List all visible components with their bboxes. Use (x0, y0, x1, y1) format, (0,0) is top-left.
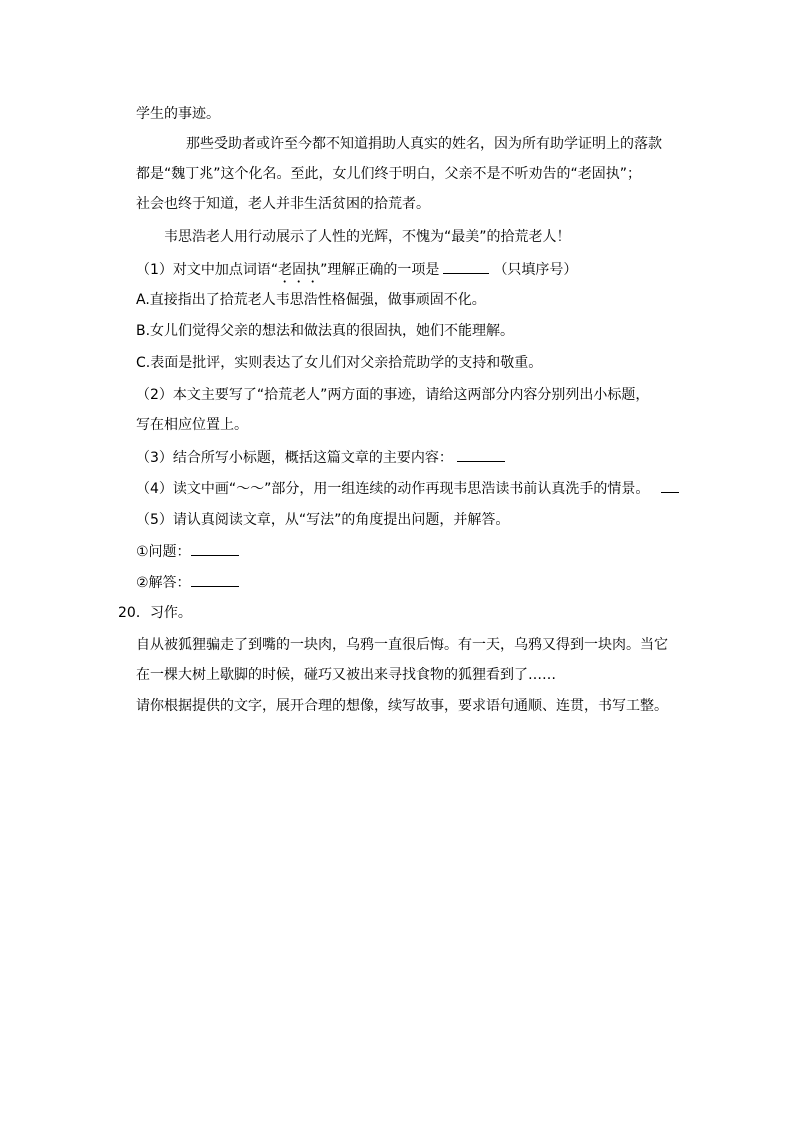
question-4 (136, 478, 683, 498)
answer-blank[interactable] (191, 572, 239, 587)
question-5-question (136, 541, 243, 561)
option-a: A.直接指出了拾荒老人韦思浩性格倔强，做事顽固不化。 (136, 292, 486, 308)
option-c: C.表面是批评，实则表达了女儿们对父亲拾荒助学的支持和敬重。 (136, 355, 543, 371)
question-3-text: （3）结合所写小标题，概括这篇文章的主要内容： (136, 450, 453, 466)
question-1 (136, 259, 577, 279)
question-4-suffix: ”部分，用一组连续的动作再现韦思浩读书前认真洗手的情景。 (264, 481, 650, 497)
question-20-line: 请你根据提供的文字，展开合理的想像，续写故事，要求语句通顺、连贯，书写工整。 (136, 698, 668, 714)
dotted-term: 老固执 (278, 262, 321, 278)
question-20-line: 自从被狐狸骗走了到嘴的一块肉，乌鸦一直很后悔。有一天，乌鸦又得到一块肉。当它 (136, 637, 668, 653)
question-2-line: （2）本文主要写了“拾荒老人”两方面的事迹，请给这两部分内容分别列出小标题， (136, 387, 650, 403)
question-1-suffix: ”理解正确的一项是 (320, 262, 440, 278)
question-20-title: 20．习作。 (118, 605, 192, 621)
passage-line: 都是“魏丁兆”这个化名。至此，女儿们终于明白，父亲不是不听劝告的“老固执”； (136, 166, 642, 182)
answer-blank[interactable] (191, 541, 239, 556)
passage-line: 学生的事迹。 (136, 106, 220, 122)
question-5-answer (136, 572, 243, 592)
question-20-line: 在一棵大树上歇脚的时候，碰巧又被出来寻找食物的狐狸看到了…… (136, 667, 556, 683)
question-3 (136, 447, 509, 467)
question-4-prefix: （4）读文中画“ (136, 481, 237, 497)
question-1-note: （只填序号） (493, 262, 578, 278)
question-5-answer-label: ②解答： (136, 575, 191, 591)
passage-line: 那些受助者或许至今都不知道捐助人真实的姓名，因为所有助学证明上的落款 (186, 136, 662, 152)
passage-line: 韦思浩老人用行动展示了人性的光辉，不愧为“最美”的拾荒老人！ (164, 229, 571, 245)
answer-blank[interactable] (661, 478, 679, 493)
answer-blank[interactable] (457, 447, 505, 462)
wavy-mark: ～～ (236, 481, 265, 497)
question-5-question-label: ①问题： (136, 544, 191, 560)
answer-blank[interactable] (443, 259, 489, 274)
question-5: （5）请认真阅读文章，从“写法”的角度提出问题，并解答。 (136, 512, 510, 528)
option-b: B.女儿们觉得父亲的想法和做法真的很固执，她们不能理解。 (136, 323, 515, 339)
question-2-line: 写在相应位置上。 (136, 417, 248, 433)
passage-line: 社会也终于知道，老人并非生活贫困的拾荒者。 (136, 196, 430, 212)
question-1-prefix: （1）对文中加点词语“ (136, 262, 279, 278)
